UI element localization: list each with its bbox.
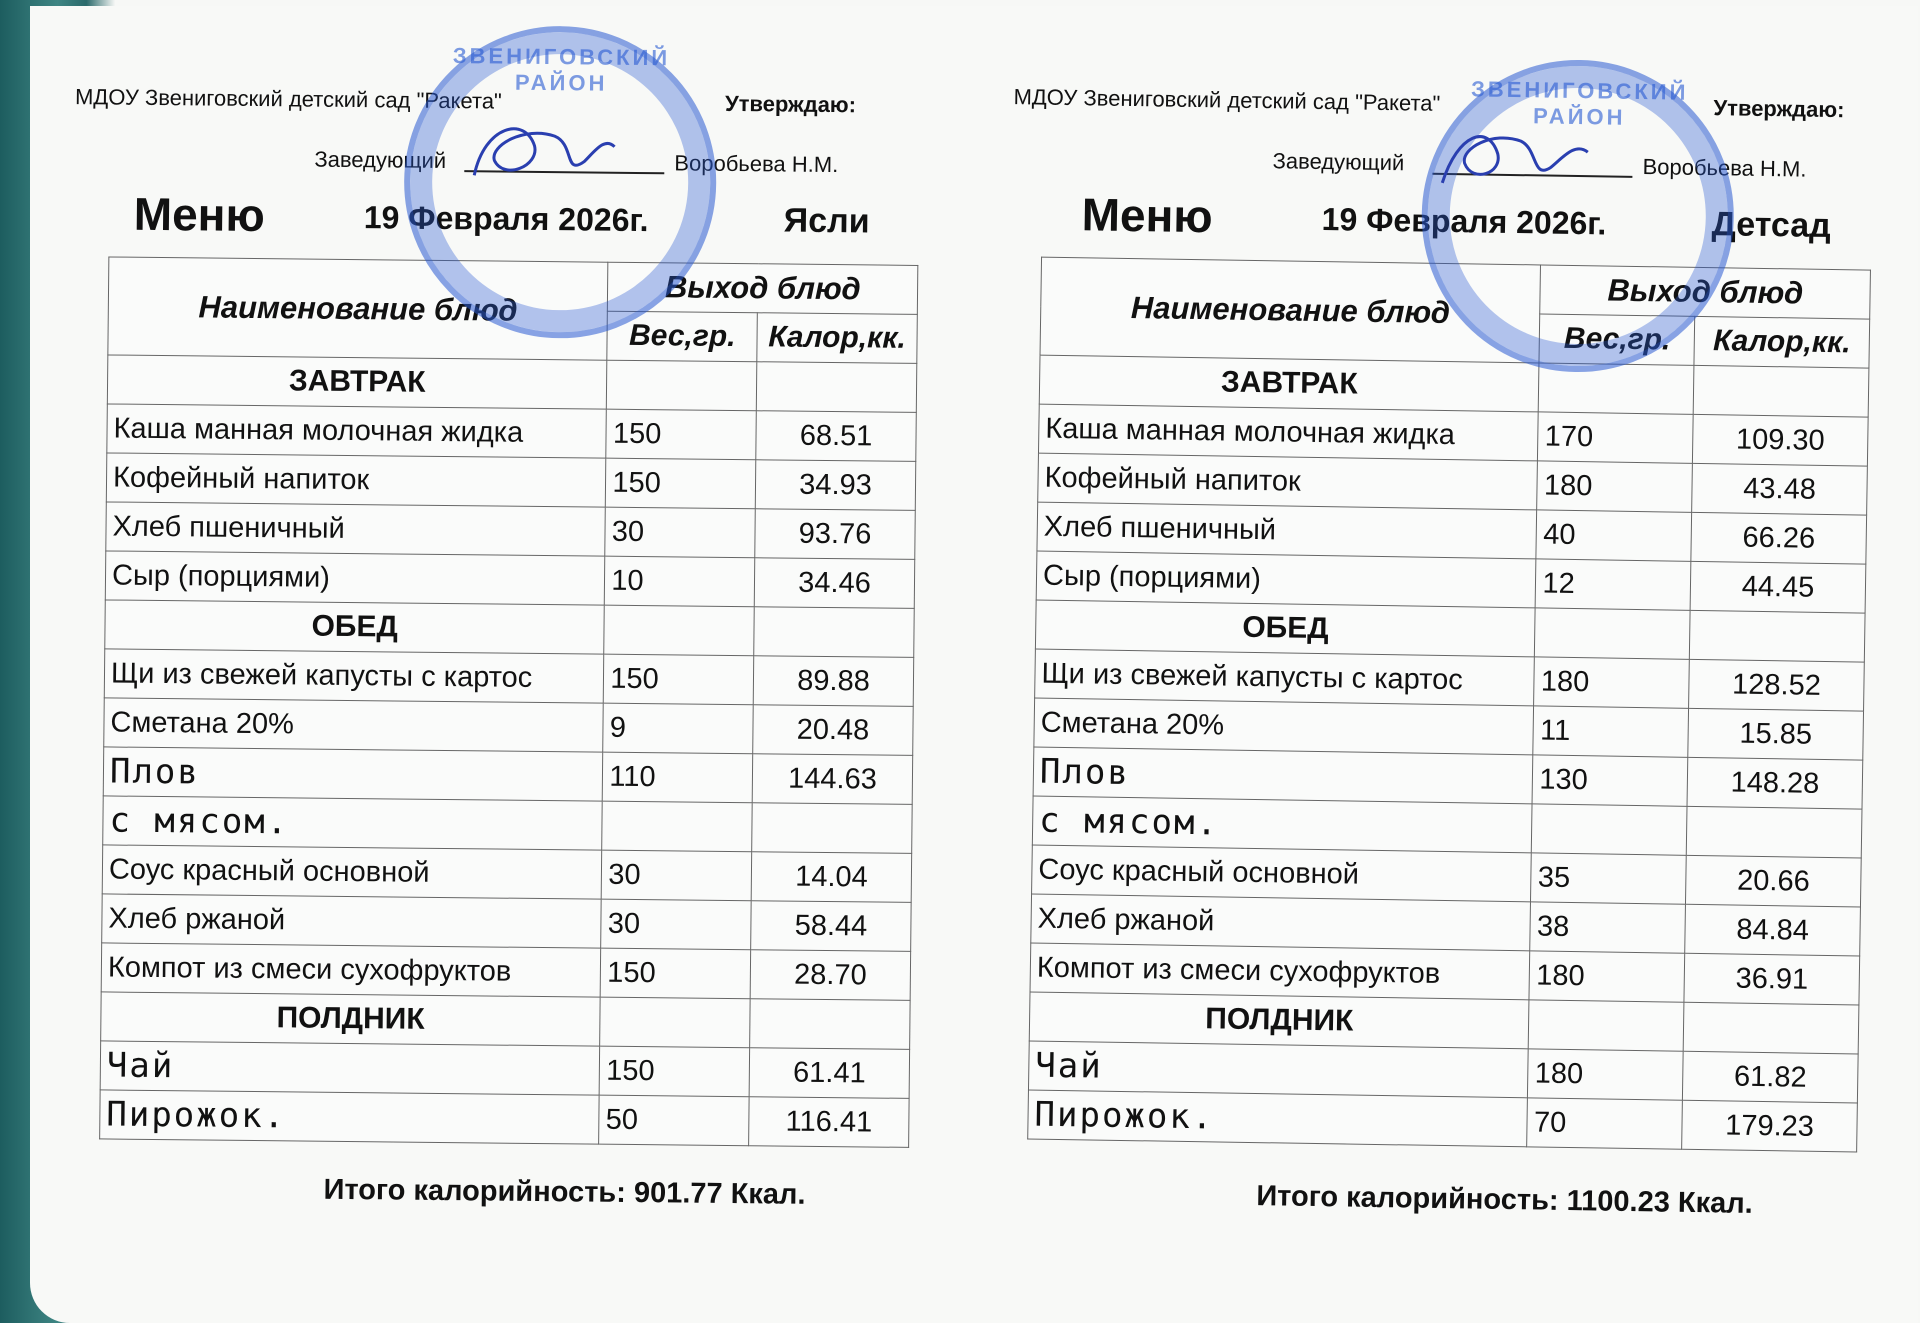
organization-name: МДОУ Звениговский детский сад "Ракета" <box>1013 84 1441 116</box>
dish-weight: 180 <box>1537 461 1692 512</box>
table-row <box>102 845 911 902</box>
dish-calories: 20.48 <box>753 705 913 756</box>
dish-calories: 116.41 <box>749 1097 909 1148</box>
menu-date: 19 Февраля 2026г. <box>1321 201 1607 242</box>
dish-weight: 110 <box>603 752 753 803</box>
dish-name: Соус красный основной <box>1032 845 1532 902</box>
dish-calories: 43.48 <box>1692 463 1868 515</box>
dish-name: Компот из смеси сухофруктов <box>101 943 601 997</box>
section-row <box>101 992 910 1049</box>
dish-weight: 11 <box>1533 706 1688 757</box>
empty-cell <box>1539 363 1694 414</box>
dish-calories: 66.26 <box>1691 512 1867 564</box>
paper-sheet <box>30 6 1918 1323</box>
dish-weight: 130 <box>1533 755 1688 806</box>
section-title: ОБЕД <box>105 600 605 654</box>
table-header-row <box>1041 257 1871 319</box>
dish-name: Каша манная молочная жидка <box>107 404 607 458</box>
head-label: Заведующий <box>1272 148 1405 176</box>
empty-cell <box>604 605 754 656</box>
table-row <box>103 796 912 853</box>
empty-cell <box>1529 1000 1684 1051</box>
dish-name: Хлеб ржаной <box>1031 894 1531 951</box>
dish-calories: 144.63 <box>752 754 912 805</box>
table-row <box>107 404 916 461</box>
empty-cell <box>1683 1002 1859 1054</box>
empty-cell <box>1535 608 1690 659</box>
dish-calories: 179.23 <box>1682 1100 1858 1152</box>
section-title: ПОЛДНИК <box>101 992 601 1046</box>
organization-name: МДОУ Звениговский детский сад "Ракета" <box>74 84 502 114</box>
empty-cell <box>754 607 914 658</box>
dish-calories: 84.84 <box>1685 904 1861 956</box>
dish-name: Кофейный напиток <box>106 453 606 507</box>
dish-weight <box>1532 804 1687 855</box>
section-title: ЗАВТРАК <box>107 355 607 409</box>
dish-name: Компот из смеси сухофруктов <box>1030 943 1530 1000</box>
dish-calories: 93.76 <box>755 509 915 560</box>
table-row <box>101 943 910 1000</box>
dish-name: Сметана 20% <box>104 698 604 752</box>
dish-calories: 36.91 <box>1684 953 1860 1005</box>
dish-weight: 12 <box>1536 559 1691 610</box>
dish-calories: 89.88 <box>753 656 913 707</box>
dish-weight: 150 <box>601 948 751 999</box>
section-title: ОБЕД <box>1035 600 1535 657</box>
title-row <box>63 186 944 255</box>
col-dish-header: Наименование блюд <box>108 257 608 360</box>
dish-calories: 61.82 <box>1683 1051 1859 1103</box>
dish-calories: 20.66 <box>1686 855 1862 907</box>
empty-cell <box>1693 365 1869 417</box>
dish-weight: 70 <box>1527 1098 1682 1149</box>
col-kcal-header: Калор,кк. <box>1694 316 1870 368</box>
dish-weight: 180 <box>1534 657 1689 708</box>
menu-table <box>99 256 918 1147</box>
col-weight-header: Вес,гр. <box>1539 314 1694 365</box>
dish-weight: 150 <box>606 458 756 509</box>
dish-calories <box>1686 806 1862 858</box>
dish-calories <box>752 803 912 854</box>
table-row <box>104 698 913 755</box>
dish-name: Каша манная молочная жидка <box>1038 404 1538 461</box>
table-row <box>100 1041 909 1098</box>
menu-title: Меню <box>1081 188 1214 243</box>
dish-name: Сыр (порциями) <box>1036 551 1536 608</box>
dish-weight: 35 <box>1531 853 1686 904</box>
dish-name: с мясом. <box>103 796 603 850</box>
dish-calories: 128.52 <box>1689 659 1865 711</box>
table-header-row <box>108 257 917 314</box>
dish-calories: 34.93 <box>755 460 915 511</box>
empty-cell <box>756 362 916 413</box>
total-calories: Итого калорийность: 1100.23 Ккал. <box>1256 1180 1753 1220</box>
table-row <box>106 502 915 559</box>
dish-name: Чай <box>1028 1041 1528 1098</box>
dish-calories: 14.04 <box>751 852 911 903</box>
dish-weight: 38 <box>1530 902 1685 953</box>
dish-name: Сметана 20% <box>1034 698 1534 755</box>
section-row <box>105 600 914 657</box>
dish-weight: 180 <box>1529 951 1684 1002</box>
menu-table <box>1027 257 1871 1153</box>
head-label: Заведующий <box>314 146 447 173</box>
menu-nursery <box>52 6 946 1315</box>
dish-calories: 34.46 <box>754 558 914 609</box>
dish-name: с мясом. <box>1032 796 1532 853</box>
table-row <box>104 649 913 706</box>
dish-name: Сыр (порциями) <box>105 551 605 605</box>
dish-calories: 109.30 <box>1693 414 1869 466</box>
section-title: ПОЛДНИК <box>1029 992 1529 1049</box>
dish-calories: 15.85 <box>1688 708 1864 760</box>
table-row <box>102 894 911 951</box>
dish-calories: 28.70 <box>750 950 910 1001</box>
menu-date: 19 Февраля 2026г. <box>363 199 649 239</box>
empty-cell <box>607 360 757 411</box>
dish-calories: 58.44 <box>751 901 911 952</box>
dish-name: Соус красный основной <box>102 845 602 899</box>
dish-weight: 180 <box>1528 1049 1683 1100</box>
dish-name: Щи из свежей капусты с картос <box>104 649 604 703</box>
dish-calories: 68.51 <box>756 411 916 462</box>
dish-weight: 150 <box>606 409 756 460</box>
menu-kindergarten <box>985 6 1910 1320</box>
section-title: ЗАВТРАК <box>1039 355 1539 412</box>
dish-weight: 170 <box>1538 412 1693 463</box>
head-name: Воробьева Н.М. <box>674 150 839 178</box>
table-row <box>106 453 915 510</box>
group-name: Детсад <box>1711 205 1832 245</box>
empty-cell <box>750 999 910 1050</box>
col-output-header: Выход блюд <box>608 262 918 314</box>
dish-weight: 10 <box>605 556 755 607</box>
dish-weight: 30 <box>602 850 752 901</box>
signature-mark <box>464 105 635 197</box>
stamp-lettering: ЗВЕНИГОВСКИЙ РАЙОН <box>452 43 671 96</box>
col-output-header: Выход блюд <box>1540 265 1870 319</box>
dish-name: Чай <box>100 1041 600 1095</box>
dish-weight: 30 <box>601 899 751 950</box>
dish-name: Пирожок. <box>100 1090 600 1144</box>
signature-line <box>1432 173 1632 178</box>
empty-cell <box>1689 610 1865 662</box>
dish-name: Плов <box>1033 747 1533 804</box>
signature-mark <box>1432 108 1603 201</box>
dish-weight: 150 <box>604 654 754 705</box>
menu-title: Меню <box>133 187 266 242</box>
col-dish-header: Наименование блюд <box>1040 257 1541 363</box>
dish-name: Плов <box>103 747 603 801</box>
dish-calories: 61.41 <box>749 1048 909 1099</box>
dish-calories: 44.45 <box>1690 561 1866 613</box>
total-calories: Итого калорийность: 901.77 Ккал. <box>323 1173 806 1211</box>
dish-name: Хлеб пшеничный <box>1037 502 1537 559</box>
table-row <box>103 747 912 804</box>
group-name: Ясли <box>783 201 870 241</box>
dish-weight: 30 <box>605 507 755 558</box>
title-row <box>1001 186 1907 260</box>
section-row <box>107 355 916 412</box>
dish-name: Хлеб ржаной <box>102 894 602 948</box>
signature-line <box>464 170 664 174</box>
dish-name: Пирожок. <box>1028 1090 1528 1147</box>
approve-label: Утверждаю: <box>724 90 857 118</box>
col-weight-header: Вес,гр. <box>607 311 757 362</box>
dish-name: Хлеб пшеничный <box>106 502 606 556</box>
empty-cell <box>600 997 750 1048</box>
stamp-lettering: ЗВЕНИГОВСКИЙ РАЙОН <box>1470 76 1689 130</box>
dish-name: Щи из свежей капусты с картос <box>1035 649 1535 706</box>
col-kcal-header: Калор,кк. <box>757 313 917 364</box>
table-row <box>100 1090 909 1147</box>
dish-weight: 50 <box>599 1095 749 1146</box>
approve-label: Утверждаю: <box>1713 95 1845 123</box>
dish-calories: 148.28 <box>1687 757 1863 809</box>
head-name: Воробьева Н.М. <box>1642 154 1807 182</box>
table-row <box>105 551 914 608</box>
dish-weight: 40 <box>1536 510 1691 561</box>
dish-weight: 150 <box>599 1046 749 1097</box>
dish-weight <box>602 801 752 852</box>
dish-name: Кофейный напиток <box>1038 453 1538 510</box>
dish-weight: 9 <box>603 703 753 754</box>
